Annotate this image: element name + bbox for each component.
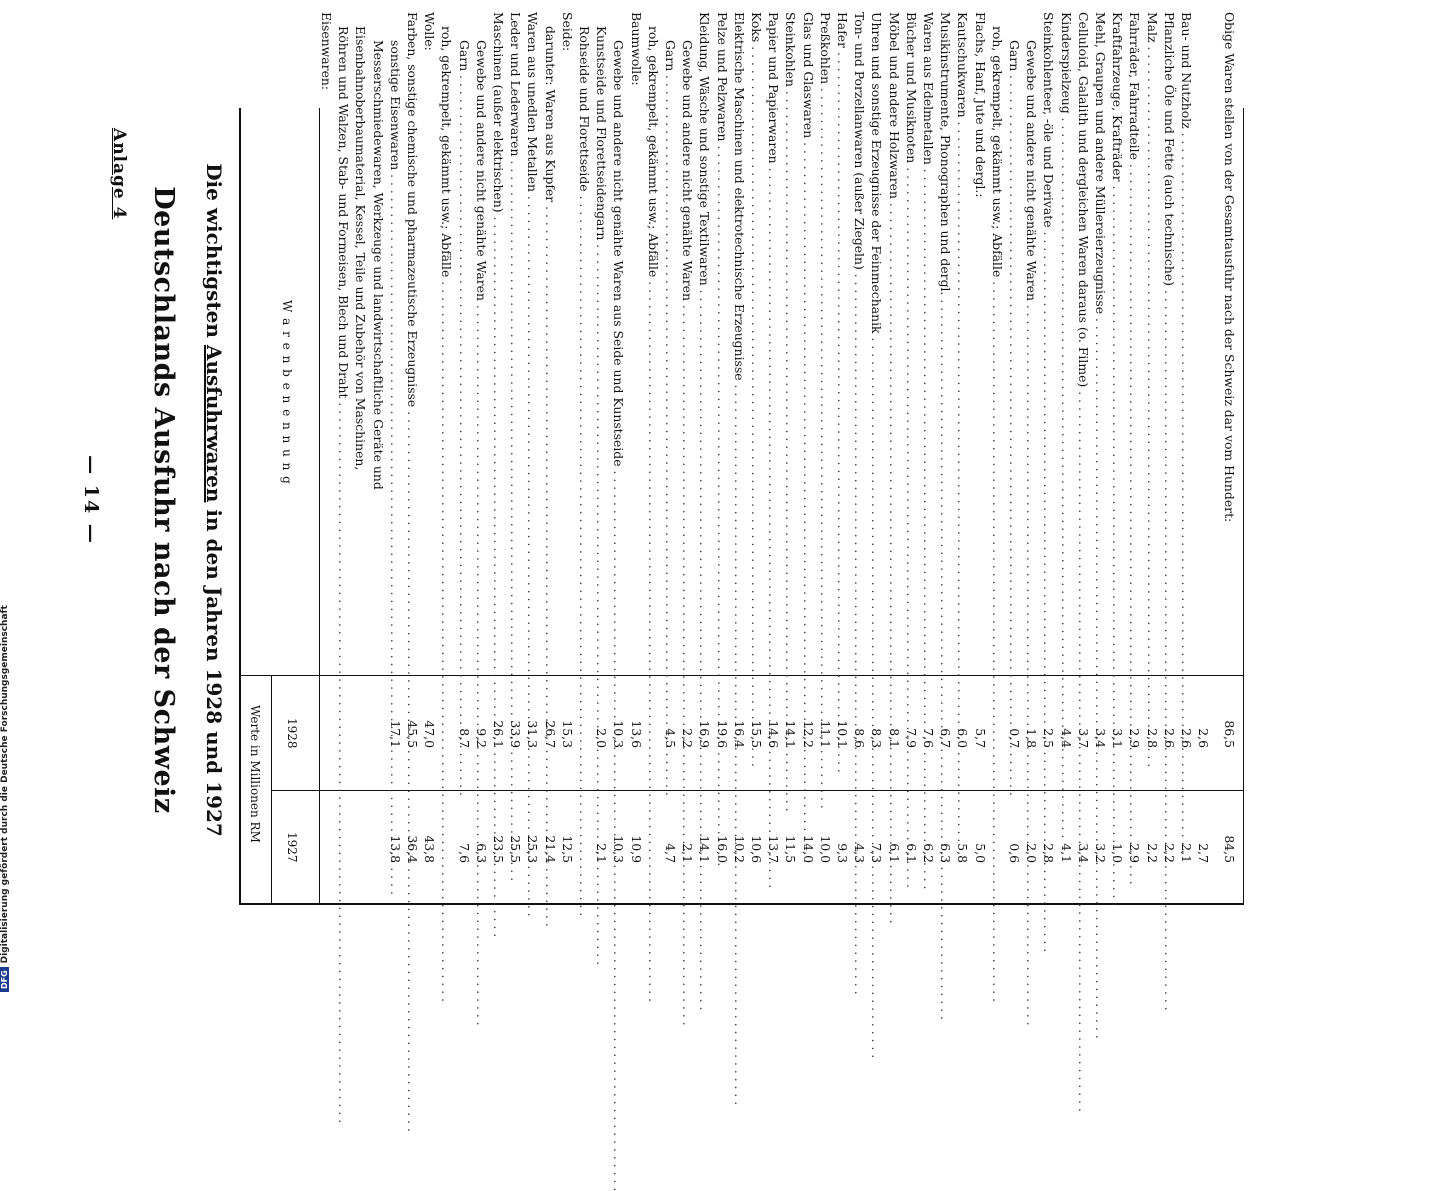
table-row-value-1927: 7,6 [456,843,472,863]
table-row-value-1927: 2,0 [1024,843,1040,863]
table-row-label: Wolle: [422,12,438,51]
table-top-rule [239,108,241,905]
table-row-value-1927: 11,5 [783,835,799,863]
table-row-value-1927: 14,0 [800,835,816,863]
table-row-value-1928: 14,6 [766,720,782,748]
table-row-value-1927: 9,3 [835,843,850,863]
table-row-label: Flachs, Hanf, Jute und dergl.: [972,12,988,198]
table-row-value-1927: 12,5 [559,835,575,863]
table-row-label: Eisenbahnoberbaumaterial, Kessel, Teile und Zubehör von Maschinen, [353,26,369,471]
table-row-label: Glas und Glaswaren . . . [802,12,814,675]
table-row-label: Kautschukwaren . . . [956,12,968,675]
table-row-label: Gewebe und andere nicht genähte Waren aus Seide und Kunstseide . . . [612,40,624,675]
page-subtitle [202,0,226,1000]
table-row-value-1928: 16,9 [697,720,713,748]
table-row-value-1927: 5,0 [972,843,988,863]
table-row-label: Pelze und Pelzwaren . . . [716,12,728,675]
table-row-value-1927: 3,4 [1075,843,1091,863]
table-row-label: Farben, sonstige chemische und pharmazeutische Erzeugnisse . . . [406,12,418,675]
table-row-value-1928: 10,3 [611,720,627,748]
table-row-value-1927: 25,3 [525,835,541,863]
table-row-value-1928: 11,1 [817,720,833,748]
table-row-value-1927: 3,2 [1093,843,1108,863]
table-row-label: Hafer . . . [836,12,848,675]
table-row-value-1927: 2,7 [1196,843,1212,863]
table-row-label: Rohseide und Florettseide . . . [578,26,590,675]
table-row-value-1927: 13,7 [766,835,782,863]
table-row-label: Steinkohlen . . . [784,12,796,675]
table-row-value-1928: 6,0 [955,728,971,748]
table-row-label: roh, gekrempelt, gekämmt usw.; Abfälle . . . [647,26,659,675]
table-row-label: Waren aus Edelmetallen . . . [922,12,934,675]
table-row-value-1927: 2,1 [1179,843,1194,863]
table-row-value-1928: 3,1 [1110,728,1126,748]
table-row-label: Fahrräder, Fahrradteile . . . [1128,12,1140,675]
table-row-value-1927: 4,1 [1058,843,1074,863]
table-row-value-1928: 2,5 [1041,728,1057,748]
table-row-label: Garn . . . [458,40,470,675]
table-row-value-1927: 4,3 [852,843,868,863]
table-row-value-1928: 47,0 [422,720,438,748]
table-row-value-1928: 3,7 [1075,728,1091,748]
table-row-value-1928: 2,6 [1161,728,1177,748]
table-row-value-1928: 5,7 [972,728,988,748]
table-row-label: Bücher und Musiknoten . . . [905,12,917,675]
table-row-value-1928: 33,9 [508,720,524,748]
table-row-value-1927: 36,4 [405,835,420,863]
table-row-label: roh, gekrempelt, gekämmt usw.; Abfälle . . . [991,26,1003,675]
table-row-value-1928: 14,1 [783,720,799,748]
column-header-1927: 1927 [285,832,299,863]
table-row-value-1928: 8,7 [456,728,472,748]
page-number: — 14 — [80,455,102,545]
table-row-label: Baumwolle: [628,12,644,86]
table-row-value-1928: 26,7 [542,720,558,748]
footer-label: Obige Waren stellen von der Gesamtausfuhr nach der Schweiz dar vom Hundert: [1222,12,1237,523]
table-row-label: Elektrische Maschinen und elektrotechnische Erzeugnisse . . . [733,12,745,675]
annex-label: Anlage 4 [109,128,129,220]
table-bottom-rule [1243,108,1244,905]
table-row-label: sonstige Eisenwaren . . . [389,40,401,675]
table-row-label: Seide: [559,12,575,52]
table-row-value-1927: 2,1 [680,843,696,863]
table-row-value-1927: 2,1 [594,843,610,863]
table-row-label: Eisenwaren: [319,12,334,91]
table-row-label: Celluloid, Galalith und dergleichen Waren daraus (o. Filme) . . . [1077,12,1089,675]
table-row-value-1928: 0,7 [1007,728,1022,748]
table-row-value-1928: 8,1 [886,728,902,748]
table-row-label: Bau- und Nutzholz . . . [1180,12,1192,675]
table-row-value-1928: 26,1 [491,720,506,748]
table-row-value-1927: 25,5 [508,835,524,863]
table-row-label: darunter: Waren aus Kupfer . . . [544,26,556,675]
table-row-label: Mehl, Graupen und andere Müllereierzeugnisse . . . [1094,12,1106,675]
footer-value-1928: 86,5 [1222,720,1237,748]
table-row-label: Kunstseide und Florettseidengarn . . . [595,26,607,675]
table-row-label: Garn . . . [1008,40,1020,675]
table-row-value-1928: 12,2 [800,720,816,748]
table-row-value-1927: 7,3 [869,843,885,863]
subtitle-prefix: Die wichtigsten [202,163,226,345]
table-row-label: Musikinstrumente, Phonographen und dergl. . . . [939,12,951,675]
table-row-label: Röhren und Walzen, Stab- und Formeisen, Blech und Draht . . . [337,26,349,675]
table-row-value-1928: 2,9 [1127,728,1143,748]
table-row-value-1928: 2,2 [680,728,696,748]
table-row-value-1928: 2,8 [1144,728,1160,748]
column-header-goods: W a r e n b e n e n n u n g [280,300,294,485]
table-row-value-1928: 9,2 [473,728,489,748]
table-row-value-1928: 7,6 [921,728,936,748]
table-row-value-1927: 10,6 [749,835,764,863]
table-row-value-1928: 7,9 [903,728,919,748]
table-row-value-1927: 16,0 [714,835,730,863]
table-row-value-1928: 15,3 [559,720,575,748]
column-header-1928: 1928 [285,718,299,749]
table-row-label: Ton- und Porzellanwaren (außer Ziegeln) . . . [853,12,865,675]
table-row-value-1927: 2,2 [1161,843,1177,863]
subtitle-underlined: Ausfuhrwaren [202,344,226,503]
table-row-value-1928: 17,1 [387,720,403,748]
table-row-value-1927: 13,8 [387,835,403,863]
funding-note [0,0,14,1000]
table-row-value-1927: 10,0 [817,835,833,863]
table-row-label: roh, gekrempelt, gekämmt usw.; Abfälle . . . [440,26,452,675]
table-row-value-1928: 4,4 [1058,728,1074,748]
table-row-value-1928: 1,8 [1024,728,1040,748]
table-row-value-1928: 15,5 [749,720,764,748]
table-row-value-1927: 2,8 [1041,843,1057,863]
table-row-label: Maschinen (außer elektrischen) . . . [492,12,504,675]
funding-note-text: Digitalisierung gefördert durch die Deutsche Forschungsgemeinschaft [0,605,10,964]
table-row-label: Uhren und sonstige Erzeugnisse der Feinmechanik . . . [870,12,882,675]
table-row-value-1928: 2,6 [1196,728,1212,748]
table-row-value-1927: 4,7 [663,843,678,863]
table-row-value-1928: 8,3 [869,728,885,748]
table-row-label: Leder und Lederwaren . . . [509,12,521,675]
table-row-value-1927: 2,9 [1127,843,1143,863]
table-row-label: Koks . . . [750,12,762,675]
table-row-label: Möbel und andere Holzwaren . . . [888,12,900,675]
table-row-value-1927: 10,2 [731,835,747,863]
table-row-value-1928: 10,1 [835,720,850,748]
column-header-values: Werte in Millionen RM [248,705,262,843]
table-row-label: Kinderspielzeug . . . [1060,12,1072,675]
table-row-value-1928: 19,6 [714,720,730,748]
table-row-value-1928: 2,6 [1179,728,1194,748]
table-row-value-1927: 1,0 [1110,843,1126,863]
table-row-value-1927: 6,3 [473,843,489,863]
table-row-label: Kraftfahrzeuge, Krafträder . . . [1111,12,1123,675]
footer-value-1927: 84,5 [1222,835,1237,863]
table-row-value-1927: 43,8 [422,835,438,863]
table-row-label: Preßkohlen . . . [819,12,831,675]
table-row-value-1928: 6,7 [938,728,954,748]
table-row-label: Gewebe und andere nicht genähte Waren . . . [1025,40,1037,675]
table-row-value-1928: 31,3 [525,720,541,748]
table-row-value-1928: 3,4 [1093,728,1108,748]
table-row-label: Messerschmiedewaren, Werkzeuge und landwirtschaftliche Geräte und [370,40,386,490]
table-row-value-1928: 2,0 [594,728,610,748]
table-row-label: Malz . . . [1146,12,1158,675]
table-row-label: Pflanzliche Öle und Fette (auch technische) . . . [1163,12,1175,675]
page-title: Deutschlands Ausfuhr nach der Schweiz [148,186,179,814]
table-row-label: Gewebe und andere nicht genähte Waren . . . [681,40,693,675]
table-row-value-1927: 6,3 [938,843,954,863]
table-row-value-1927: 10,9 [628,835,644,863]
table-row-value-1928: 8,6 [852,728,868,748]
subtitle-suffix: in den Jahren 1928 und 1927 [202,502,226,837]
table-row-label: Gewebe und andere nicht genähte Waren . . . [475,40,487,675]
table-row-value-1928: 45,5 [405,720,420,748]
table-row-value-1927: 6,2 [921,843,936,863]
table-row-value-1928: 16,4 [731,720,747,748]
table-row-value-1927: 10,3 [611,835,627,863]
table-row-label: Waren aus unedlen Metallen . . . [526,12,538,675]
table-row-value-1927: 23,5 [491,835,506,863]
dfg-logo: DFG [0,967,9,992]
table-row-label: Garn . . . [664,40,676,675]
table-row-value-1927: 6,1 [903,843,919,863]
table-row-label: Steinkohlenteer, -öle und Derivate . . . [1042,12,1054,675]
table-row-value-1927: 0,6 [1007,843,1022,863]
table-row-label: Papier und Papierwaren . . . [767,12,779,675]
table-row-label: Kleidung, Wäsche und sonstige Textilwaren . . . [698,12,710,675]
table-row-value-1928: 4,5 [663,728,678,748]
table-row-value-1927: 21,4 [542,835,558,863]
table-row-value-1927: 2,2 [1144,843,1160,863]
table-row-value-1927: 14,1 [697,835,713,863]
table-row-value-1928: 13,6 [628,720,644,748]
table-row-value-1927: 6,1 [886,843,902,863]
table-row-value-1927: 5,8 [955,843,971,863]
